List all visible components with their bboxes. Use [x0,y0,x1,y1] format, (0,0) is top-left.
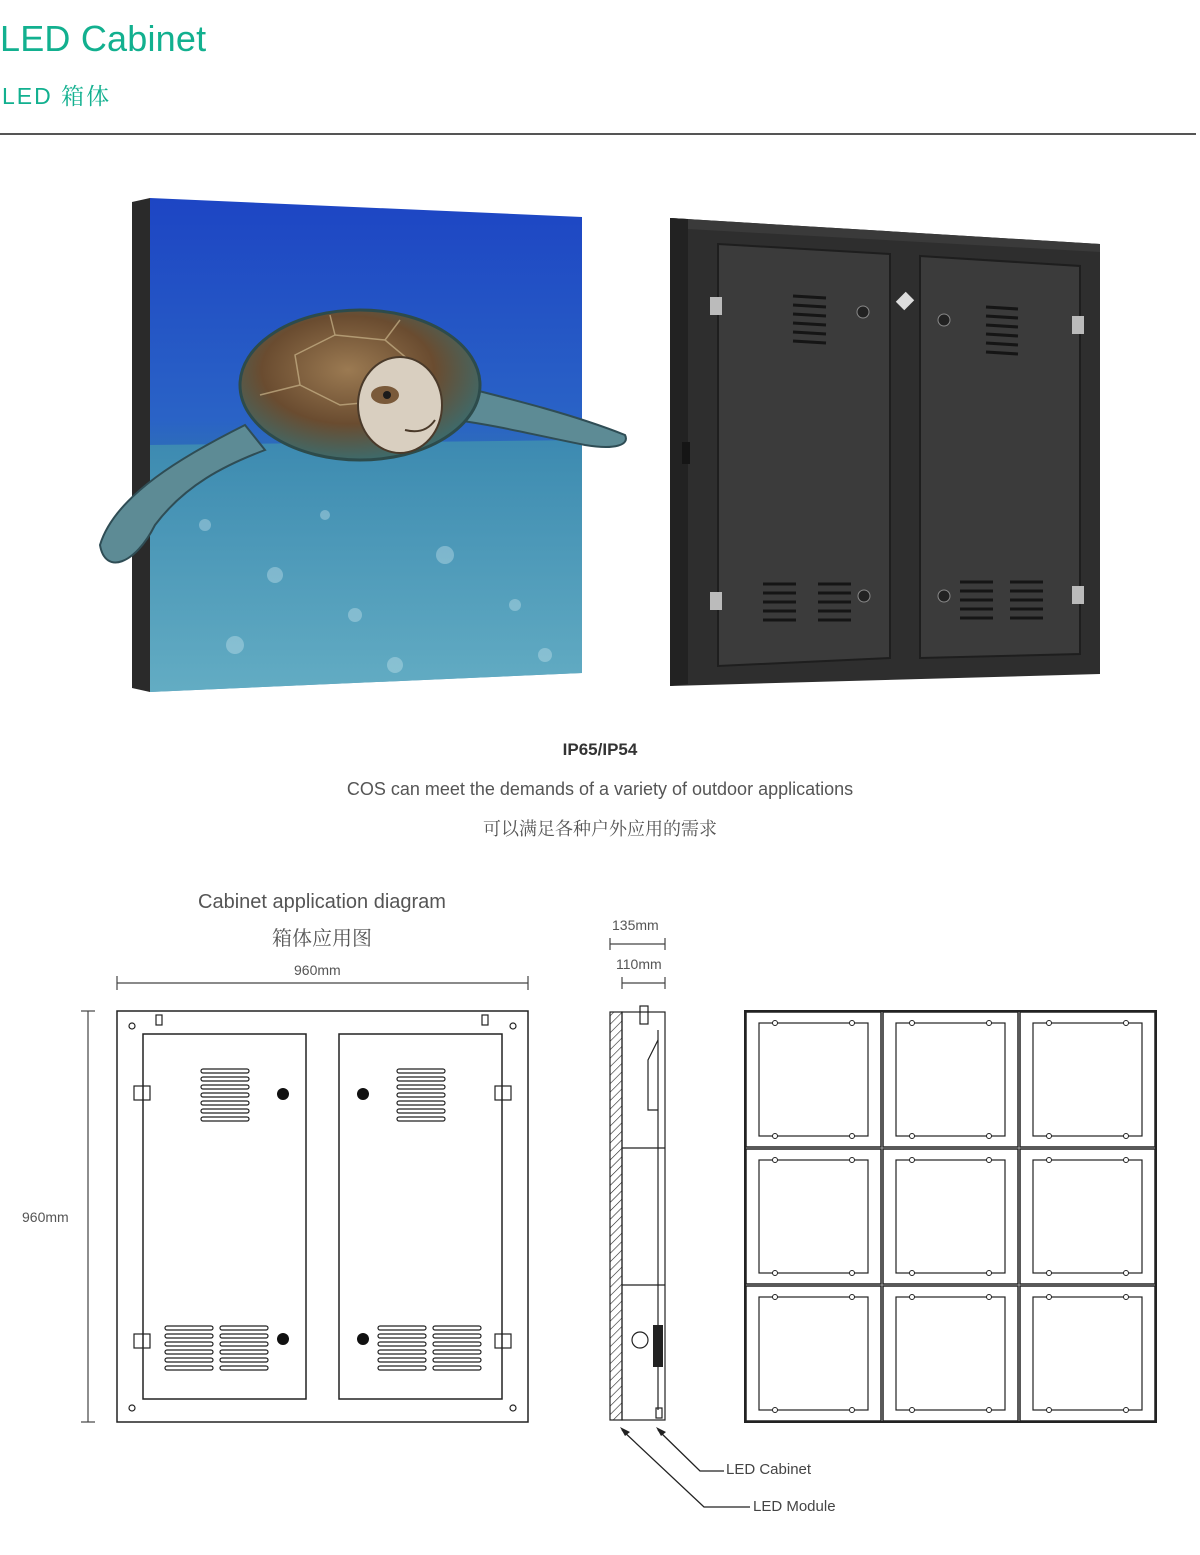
splice-mount-hole [773,1271,778,1276]
splice-mount-hole [987,1021,992,1026]
splice-module-panel [896,1023,1005,1136]
splice-mount-hole [987,1271,992,1276]
splice-mount-hole [850,1158,855,1163]
splice-mount-hole [773,1134,778,1139]
splice-module-panel [1033,1023,1142,1136]
splice-mount-hole [987,1134,992,1139]
splice-mount-hole [910,1408,915,1413]
splice-cabinet-cell [1020,1286,1155,1421]
splice-mount-hole [1124,1021,1129,1026]
splice-cabinet-cell [1020,1149,1155,1284]
splice-mount-hole [1124,1408,1129,1413]
feature-description-cn: 可以满足各种户外应用的需求 [483,819,717,839]
splice-mount-hole [1124,1134,1129,1139]
ip-rating: IP65/IP54 [562,740,638,759]
splice-mount-hole [1047,1408,1052,1413]
splice-module-panel [759,1023,868,1136]
splice-mount-hole [1047,1158,1052,1163]
splice-cabinet-cell [883,1012,1018,1147]
splice-mount-hole [773,1295,778,1300]
splice-module-panel [1033,1160,1142,1273]
callout-led-cabinet: LED Cabinet [726,1461,812,1478]
splice-module-panel [896,1297,1005,1410]
splice-module-panel [896,1160,1005,1273]
splice-mount-hole [1124,1295,1129,1300]
cabinet-splicing-grid [740,1005,1165,1430]
splice-mount-hole [910,1295,915,1300]
splice-mount-hole [910,1271,915,1276]
depth-total-label: 135mm [612,917,659,933]
callout-led-module: LED Module [753,1498,836,1515]
diagram-title-en: Cabinet application diagram [198,891,446,913]
splice-mount-hole [987,1408,992,1413]
splice-cabinet-cell [746,1012,881,1147]
splice-mount-hole [850,1134,855,1139]
splice-mount-hole [1047,1021,1052,1026]
splice-module-panel [1033,1297,1142,1410]
diagram-title-cn: 箱体应用图 [272,928,372,950]
splice-mount-hole [773,1021,778,1026]
splice-mount-hole [910,1021,915,1026]
splice-module-panel [759,1160,868,1273]
page-subtitle: LED 箱体 [2,83,112,109]
splice-module-panel [759,1297,868,1410]
page-title: LED Cabinet [0,18,207,59]
splice-mount-hole [1124,1271,1129,1276]
cabinet-front-elevation [110,1005,535,1430]
splice-mount-hole [1047,1271,1052,1276]
splice-mount-hole [773,1408,778,1413]
splice-cabinet-cell [883,1286,1018,1421]
width-dimension-label: 960mm [294,962,341,978]
feature-description-en: COS can meet the demands of a variety of outdoor applications [346,779,854,799]
splice-cabinet-cell [746,1286,881,1421]
splice-mount-hole [850,1295,855,1300]
splice-mount-hole [850,1408,855,1413]
splice-mount-hole [987,1158,992,1163]
splice-mount-hole [850,1271,855,1276]
splice-mount-hole [987,1295,992,1300]
splice-cabinet-cell [1020,1012,1155,1147]
splice-mount-hole [1047,1134,1052,1139]
splice-mount-hole [1047,1295,1052,1300]
cabinet-side-section [600,1000,680,1430]
splice-cabinet-cell [746,1149,881,1284]
splice-mount-hole [1124,1158,1129,1163]
splice-mount-hole [910,1134,915,1139]
depth-inner-label: 110mm [616,956,662,972]
splice-mount-hole [850,1021,855,1026]
splice-mount-hole [773,1158,778,1163]
height-dimension-label: 960mm [22,1209,69,1225]
splice-mount-hole [910,1158,915,1163]
splice-cabinet-cell [883,1149,1018,1284]
